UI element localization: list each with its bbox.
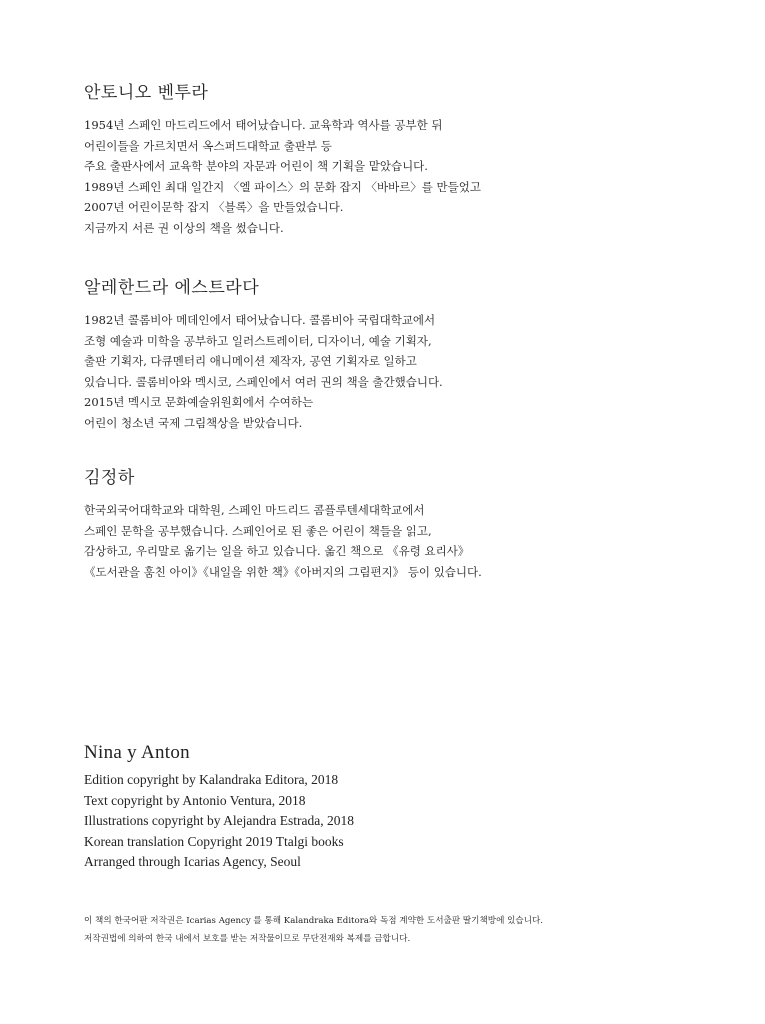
bio-line: 1982년 콜롬비아 메데인에서 태어났습니다. 콜롬비아 국립대학교에서 <box>84 313 436 327</box>
credit-line: Text copyright by Antonio Ventura, 2018 <box>84 792 306 808</box>
credit-line: Korean translation Copyright 2019 Ttalgi books <box>84 833 344 849</box>
author-name: 안토니오 벤투라 <box>84 83 209 103</box>
author-bio <box>84 78 704 238</box>
bio-line: 2015년 멕시코 문화예술위원회에서 수여하는 <box>84 395 314 409</box>
notice-line: 저작권법에 의하여 한국 내에서 보호를 받는 저작물이므로 무단전재와 복제를 금합니다. <box>84 934 411 944</box>
credit-line: Arranged through Icarias Agency, Seoul <box>84 854 301 869</box>
illustrator-name: 알레한드라 에스트라다 <box>84 278 260 298</box>
bio-line: 어린이 청소년 국제 그림책상을 받았습니다. <box>84 415 303 430</box>
bio-line: 어린이들을 가르치면서 옥스퍼드대학교 출판부 등 <box>84 138 332 153</box>
bio-line: 출판 기획자, 다큐멘터리 애니메이션 제작자, 공연 기획자로 일하고 <box>84 354 417 368</box>
translator-name: 김정하 <box>84 468 135 488</box>
bio-line: 조형 예술과 미학을 공부하고 일러스트레이터, 디자이너, 예술 기획자, <box>84 333 432 348</box>
bio-line: 감상하고, 우리말로 옮기는 일을 하고 있습니다. 옮긴 책으로 《유령 요리사》 <box>84 544 470 558</box>
translator-bio <box>84 463 704 582</box>
bio-line: 1989년 스페인 최대 일간지 〈엘 파이스〉의 문화 잡지 〈바바르〉를 만들었고 <box>84 179 481 194</box>
bio-line: 《도서관을 훔친 아이》《내일을 위한 책》《아버지의 그림편지》 등이 있습니다. <box>84 564 482 579</box>
credit-line: Illustrations copyright by Alejandra Estrada, 2018 <box>84 813 354 828</box>
notice-line: 이 책의 한국어판 저작권은 Icarias Agency 를 통해 Kalandraka Editora와 독점 계약한 도서출판 딸기책방에 있습니다. <box>84 916 544 926</box>
original-title: Nina y Anton <box>84 742 190 763</box>
illustrator-bio <box>84 273 704 433</box>
credit-line: Edition copyright by Kalandraka Editora, 2018 <box>84 772 339 787</box>
bio-line: 2007년 어린이문학 잡지 〈블록〉을 만들었습니다. <box>84 200 344 214</box>
bio-line: 스페인 문학을 공부했습니다. 스페인어로 된 좋은 어린이 책들을 읽고, <box>84 523 432 538</box>
bio-line: 한국외국어대학교와 대학원, 스페인 마드리드 콤플루텐세대학교에서 <box>84 503 425 517</box>
bio-line: 주요 출판사에서 교육학 분야의 자문과 어린이 책 기획을 맡았습니다. <box>84 159 428 173</box>
copyright-notice <box>84 912 724 948</box>
bio-line: 지금까지 서른 권 이상의 책을 썼습니다. <box>84 220 284 235</box>
bio-line: 있습니다. 콜롬비아와 멕시코, 스페인에서 여러 권의 책을 출간했습니다. <box>84 374 443 389</box>
copyright-credits <box>84 742 684 873</box>
bio-line: 1954년 스페인 마드리드에서 태어났습니다. 교육학과 역사를 공부한 뒤 <box>84 118 443 132</box>
